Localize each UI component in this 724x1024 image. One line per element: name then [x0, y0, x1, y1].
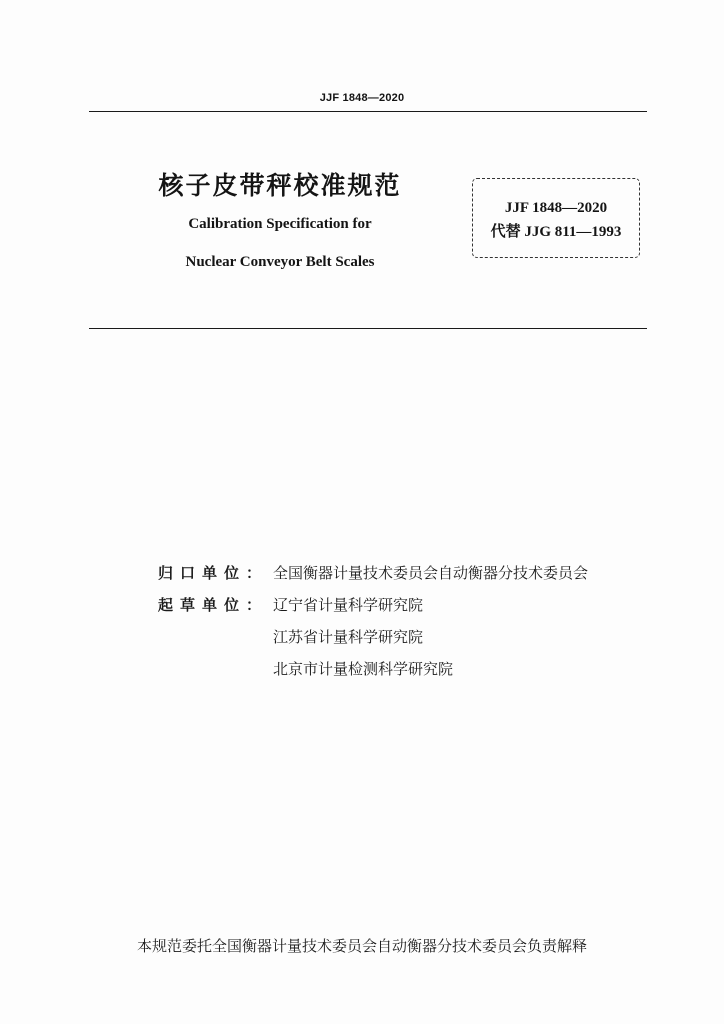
- title-chinese: 核子皮带秤校准规范: [158, 171, 402, 200]
- organization-info: [158, 561, 588, 689]
- drafting-unit-row: [158, 625, 588, 657]
- title-english-line2: Nuclear Conveyor Belt Scales: [185, 254, 375, 270]
- responsible-unit-row: [158, 561, 588, 593]
- drafting-unit-label: 起草单位: [158, 596, 247, 614]
- section-rule: [89, 328, 647, 329]
- label-colon: ：: [246, 564, 262, 582]
- title-english-line1: Calibration Specification for: [188, 216, 372, 232]
- drafting-unit-value: 北京市计量检测科学研究院: [273, 660, 454, 678]
- replaces-code: 代替 JJG 811—1993: [490, 224, 622, 240]
- title-block: [150, 168, 410, 272]
- header-rule: [89, 111, 647, 112]
- responsible-unit-value: 全国衡器计量技术委员会自动衡器分技术委员会: [273, 564, 589, 582]
- specification-code: JJF 1848—2020: [504, 200, 608, 216]
- drafting-unit-row: [158, 657, 588, 689]
- running-header: JJF 1848—2020: [319, 92, 405, 104]
- drafting-unit-value: 辽宁省计量科学研究院: [273, 596, 424, 614]
- drafting-unit-row: [158, 593, 588, 625]
- interpretation-note: 本规范委托全国衡器计量技术委员会自动衡器分技术委员会负责解释: [136, 937, 587, 955]
- responsible-unit-label: 归口单位: [158, 564, 247, 582]
- drafting-unit-value: 江苏省计量科学研究院: [273, 628, 424, 646]
- specification-code-box: [472, 178, 640, 258]
- label-colon: ：: [246, 596, 262, 614]
